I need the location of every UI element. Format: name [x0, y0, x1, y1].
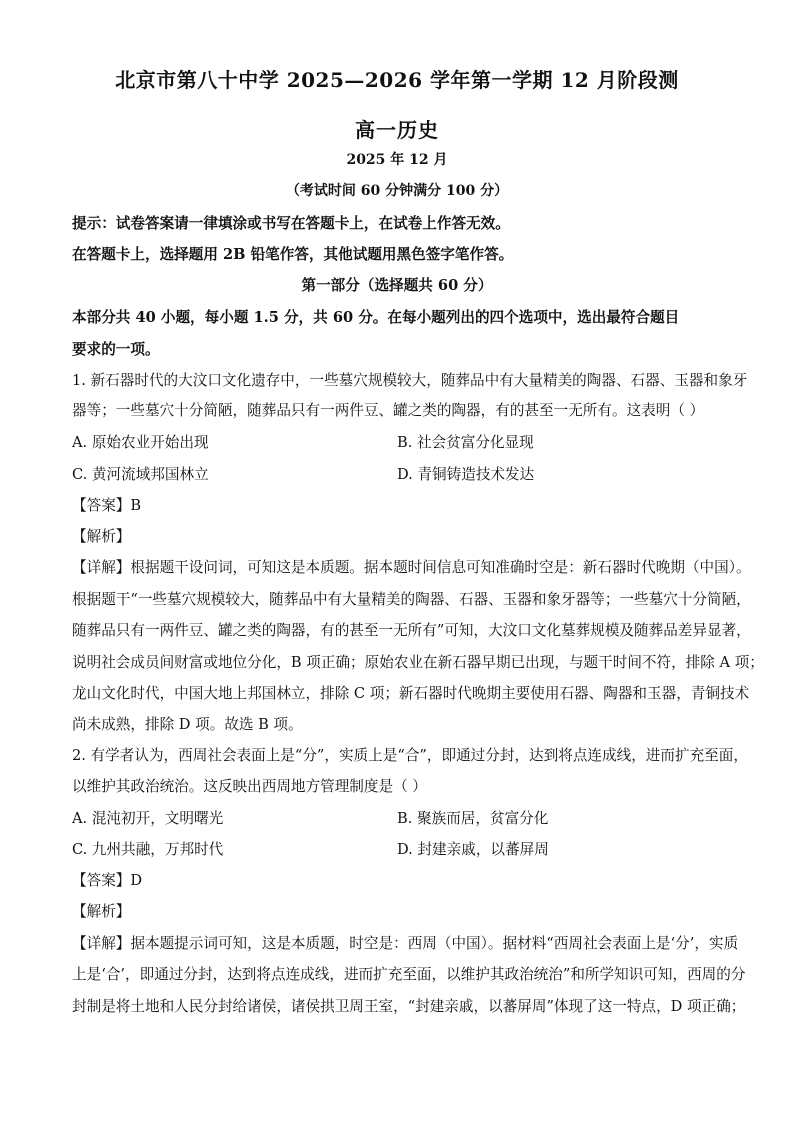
- q2-option-a: A. 混沌初开，文明曙光: [72, 810, 224, 827]
- exam-date: 2025 年 12 月: [346, 152, 448, 168]
- q2-analysis: 【解析】: [72, 903, 131, 920]
- q1-option-a: A. 原始农业开始出现: [72, 434, 209, 451]
- q2-stem-1: 2. 有学者认为，西周社会表面上是“分”，实质上是“合”，即通过分封，达到将点连成线，进而扩充至面，: [72, 747, 748, 764]
- part1-intro-1: 本部分共 40 小题，每小题 1.5 分，共 60 分。在每小题列出的四个选项中，选出最符合题目: [72, 309, 680, 326]
- q1-detail-6: 尚未成熟，排除 D 项。故选 B 项。: [72, 716, 303, 733]
- q2-detail-1: 【详解】据本题提示词可知，这是本质题，时空是：西周（中国）。据材料“西周社会表面上是‘分’，实质: [72, 935, 739, 952]
- notice-line-2: 在答题卡上，选择题用 2B 铅笔作答，其他试题用黑色签字笔作答。: [72, 246, 514, 263]
- q1-stem-2: 器等；一些墓穴十分简陋，随葬品只有一两件豆、罐之类的陶器，有的甚至一无所有。这表明（ ）: [72, 402, 705, 419]
- q1-detail-5: 龙山文化时代，中国大地上邦国林立，排除 C 项；新石器时代晚期主要使用石器、陶器和玉器，青铜技术: [72, 685, 750, 702]
- notice-line-1: 提示：试卷答案请一律填涂或书写在答题卡上，在试卷上作答无效。: [72, 215, 510, 232]
- q2-answer: 【答案】D: [72, 872, 143, 889]
- q1-detail-1: 【详解】根据题干设问词，可知这是本质题。据本题时间信息可知准确时空是：新石器时代晚期（中国）。: [72, 559, 751, 576]
- part1-intro-2: 要求的一项。: [72, 341, 160, 358]
- q2-detail-3: 封制是将土地和人民分封给诸侯，诸侯拱卫周王室，“封建亲戚，以蕃屏周”体现了这一特点，D 项正确；: [72, 998, 746, 1015]
- subject-title: 高一历史: [355, 118, 439, 142]
- q1-detail-3: 随葬品只有一两件豆、罐之类的陶器，有的甚至一无所有”可知，大汶口文化墓葬规模及随葬品差异显著，: [72, 622, 751, 639]
- q2-option-c: C. 九州共融，万邦时代: [72, 841, 224, 858]
- q1-detail-2: 根据题干“一些墓穴规模较大，随葬品中有大量精美的陶器、石器、玉器和象牙器等；一些墓穴十分简陋，: [72, 591, 751, 608]
- q1-option-c: C. 黄河流域邦国林立: [72, 466, 209, 483]
- q1-stem-1: 1. 新石器时代的大汶口文化遗存中，一些墓穴规模较大，随葬品中有大量精美的陶器、石器、玉器和象牙: [72, 372, 748, 389]
- q1-detail-4: 说明社会成员间财富或地位分化，B 项正确；原始农业在新石器早期已出现，与题干时间不符，排除 A 项；: [72, 654, 764, 671]
- q1-option-d: D. 青铜铸造技术发达: [397, 466, 535, 483]
- q1-answer: 【答案】B: [72, 497, 142, 514]
- q1-analysis: 【解析】: [72, 528, 131, 545]
- q2-option-d: D. 封建亲戚，以蕃屏周: [397, 841, 549, 858]
- exam-info: （考试时间 60 分钟满分 100 分）: [285, 183, 509, 199]
- q2-detail-2: 上是‘合’，即通过分封，达到将点连成线，进而扩充至面，以维护其政治统治”和所学知识可知，西周的分: [72, 966, 746, 983]
- q1-option-b: B. 社会贫富分化显现: [397, 434, 534, 451]
- part1-heading: 第一部分（选择题共 60 分）: [301, 277, 493, 294]
- exam-title: 北京市第八十中学 2025—2026 学年第一学期 12 月阶段测: [115, 68, 679, 92]
- q2-option-b: B. 聚族而居，贫富分化: [397, 810, 549, 827]
- q2-stem-2: 以维护其政治统治。这反映出西周地方管理制度是（ ）: [72, 778, 427, 795]
